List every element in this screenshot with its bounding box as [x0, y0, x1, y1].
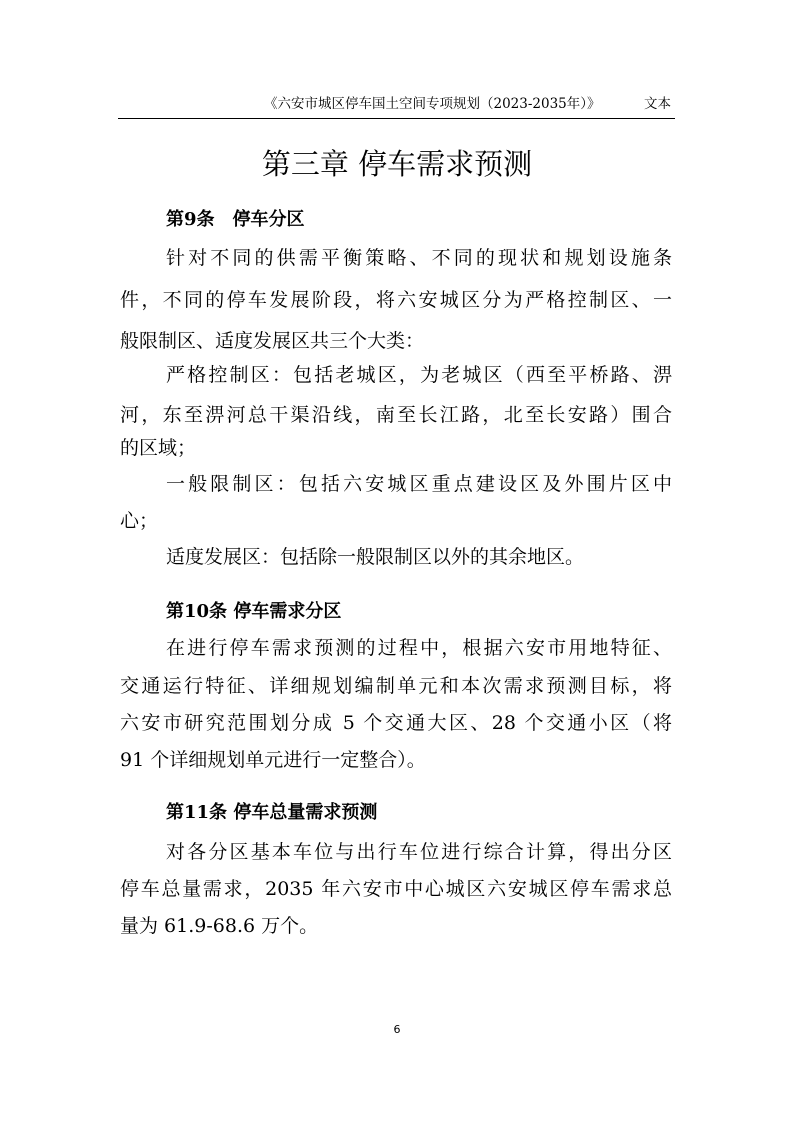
paragraph-line: 心；	[120, 510, 159, 532]
paragraph-line: 交通运行特征、详细规划编制单元和本次需求预测目标，将	[120, 675, 672, 697]
paragraph-line: 严格控制区：包括老城区，为老城区（西至平桥路、淠	[166, 364, 672, 386]
article-heading: 第10条 停车需求分区	[166, 601, 342, 622]
paragraph-line: 停车总量需求，2035 年六安市中心城区六安城区停车需求总	[120, 878, 672, 900]
paragraph-line: 河，东至淠河总干渠沿线，南至长江路，北至长安路）围合	[120, 404, 672, 426]
paragraph-line: 般限制区、适度发展区共三个大类：	[120, 330, 425, 352]
paragraph-line: 91 个详细规划单元进行一定整合）。	[120, 749, 426, 771]
chapter-title: 第三章 停车需求预测	[261, 147, 533, 181]
paragraph-line: 六安市研究范围划分成 5 个交通大区、28 个交通小区（将	[120, 712, 672, 734]
running-header	[118, 94, 675, 119]
article-heading: 第9条 停车分区	[166, 209, 305, 230]
paragraph-line: 针对不同的供需平衡策略、不同的现状和规划设施条	[166, 247, 672, 269]
document-title: 《六安市城区停车国土空间专项规划（2023-2035年）》	[264, 96, 601, 112]
paragraph-line: 的区域；	[120, 437, 197, 459]
paragraph-line: 适度发展区：包括除一般限制区以外的其余地区。	[166, 546, 585, 568]
paragraph-line: 一般限制区：包括六安城区重点建设区及外围片区中	[166, 473, 672, 495]
document-type-label: 文本	[644, 96, 671, 112]
paragraph-line: 量为 61.9-68.6 万个。	[120, 915, 319, 937]
paragraph-line: 件，不同的停车发展阶段，将六安城区分为严格控制区、一	[120, 289, 672, 311]
paragraph-line: 在进行停车需求预测的过程中，根据六安市用地特征、	[166, 637, 672, 659]
paragraph-line: 对各分区基本车位与出行车位进行综合计算，得出分区	[166, 841, 672, 863]
article-heading: 第11条 停车总量需求预测	[166, 802, 378, 823]
page-number: 6	[393, 1023, 401, 1036]
